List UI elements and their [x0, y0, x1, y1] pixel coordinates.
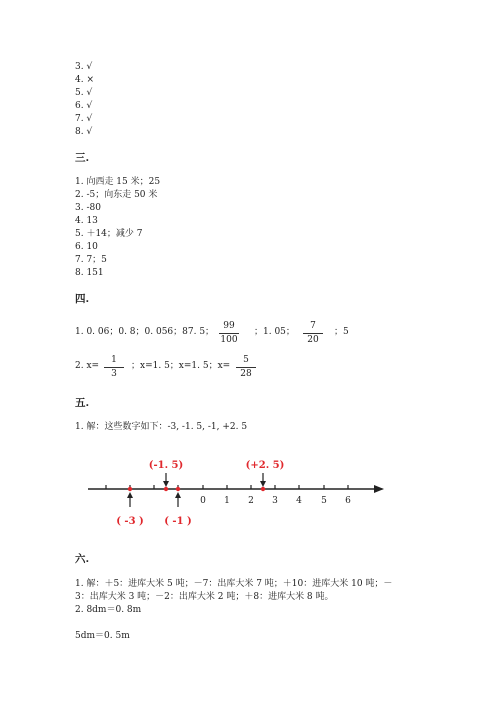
point-label: (-1. 5) — [148, 460, 184, 471]
answer-line: 8. 151 — [75, 268, 104, 278]
answer-line: 7. √ — [75, 114, 93, 124]
point-label: ( -3 ) — [116, 516, 144, 527]
answer-line: 5. ＋14；减少 7 — [75, 229, 143, 239]
answer-line: 6. 10 — [75, 242, 98, 252]
answer-line: 3. √ — [75, 62, 93, 72]
q1-tail: ；5 — [334, 327, 349, 337]
answer-line: 1. 向西走 15 米；25 — [75, 177, 161, 187]
tick-label: 3 — [272, 496, 278, 506]
tick-label: 4 — [296, 496, 302, 506]
answer-line: 3. -80 — [75, 203, 101, 213]
answer-line: 1. 解：＋5：进库大米 5 吨；－7：出库大米 7 吨；＋10：进库大米 10 吨；－ — [75, 579, 393, 589]
down-arrow-icon — [163, 481, 169, 487]
arrowhead-icon — [374, 485, 384, 493]
section-heading: 六. — [75, 553, 90, 565]
fraction-numerator: 5 — [243, 355, 249, 365]
down-arrow-icon — [260, 481, 266, 487]
point-pos2-5 — [261, 487, 265, 491]
answer-line: 3：出库大米 3 吨；－2：出库大米 2 吨；＋8：进库大米 8 吨。 — [75, 592, 334, 602]
section-heading: 五. — [75, 397, 90, 409]
answer-line: 6. √ — [75, 101, 93, 111]
up-arrow-icon — [175, 492, 181, 498]
fraction-numerator: 1 — [111, 355, 117, 365]
q2-mid: ；x=1. 5；x=1. 5；x= — [131, 361, 231, 371]
answer-line: 2. 8dm＝0. 8m — [75, 605, 142, 615]
answer-line: 8. √ — [75, 127, 93, 137]
section-heading: 三. — [75, 152, 90, 164]
tick-label: 1 — [224, 496, 230, 506]
q1-prefix: 1. 0. 06；0. 8；0. 056；87. 5； — [75, 327, 215, 337]
point-label: (+2. 5) — [245, 460, 285, 471]
q1-mid: ；1. 05； — [254, 327, 295, 337]
fraction-numerator: 7 — [310, 321, 316, 331]
fraction-numerator: 99 — [223, 321, 235, 331]
answer-line: 5. √ — [75, 88, 93, 98]
fraction-denominator: 3 — [111, 369, 117, 379]
answer-line: 1. 解：这些数字如下：-3, -1. 5, -1, +2. 5 — [75, 422, 248, 432]
fraction-denominator: 28 — [240, 369, 252, 379]
tick-label: 6 — [345, 496, 351, 506]
answer-line: 2. -5；向东走 50 米 — [75, 190, 158, 200]
point-label: ( -1 ) — [164, 516, 192, 527]
answer-line: 5dm＝0. 5m — [75, 631, 130, 641]
tick-label: 0 — [200, 496, 206, 506]
fraction-denominator: 100 — [220, 335, 238, 345]
point-neg1-5 — [164, 487, 168, 491]
q2-prefix: 2. x= — [75, 361, 100, 371]
answer-line: 7. 7；5 — [75, 255, 107, 265]
point-neg3 — [128, 487, 132, 491]
point-neg1 — [176, 487, 180, 491]
answer-line: 4. × — [75, 75, 94, 85]
section-heading: 四. — [75, 293, 90, 305]
answer-line: 4. 13 — [75, 216, 98, 226]
tick-labels — [200, 496, 351, 506]
tick-label: 2 — [248, 496, 254, 506]
fraction-denominator: 20 — [307, 335, 319, 345]
tick-label: 5 — [321, 496, 327, 506]
up-arrow-icon — [127, 492, 133, 498]
